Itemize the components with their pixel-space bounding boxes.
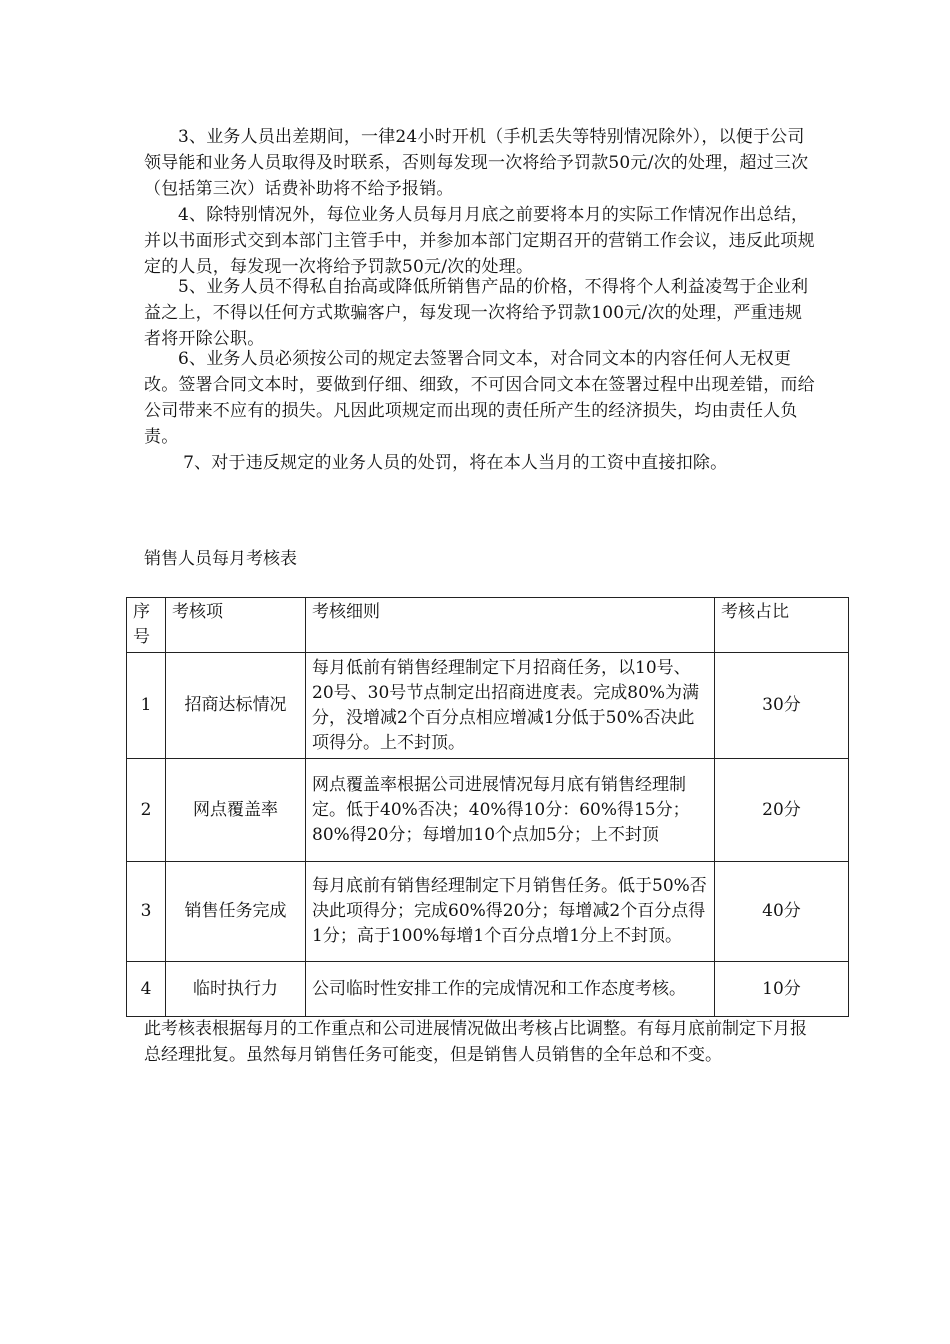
- rule-paragraph-3: 3、业务人员出差期间，一律24小时开机（手机丢失等特别情况除外），以便于公司领导能和业务人员取得及时联系，否则每发现一次将给予罚款50元/次的处理，超过三次（包括第三次）话费补助将不给予报销。: [144, 127, 809, 199]
- assessment-table: [126, 597, 849, 1017]
- table-note: 此考核表根据每月的工作重点和公司进展情况做出考核占比调整。有每月底前制定下月报总经理批复。虽然每月销售任务可能变，但是销售人员销售的全年总和不变。: [144, 1019, 807, 1065]
- table-row: [127, 653, 849, 759]
- row-item: 销售任务完成: [166, 862, 306, 962]
- header-item: 考核项: [166, 598, 306, 653]
- row-detail: 每月底前有销售经理制定下月销售任务。低于50%否决此项得分；完成60%得20分；每增减2个百分点得1分；高于100%每增1个百分点增1分上不封顶。: [306, 862, 715, 962]
- row-weight: 30分: [715, 653, 849, 759]
- table-row: [127, 759, 849, 862]
- row-no: 4: [127, 962, 166, 1017]
- row-item: 临时执行力: [166, 962, 306, 1017]
- table-header-row: [127, 598, 849, 653]
- rule-paragraph-5: 5、业务人员不得私自抬高或降低所销售产品的价格，不得将个人利益凌驾于企业利益之上，不得以任何方式欺骗客户，每发现一次将给予罚款100元/次的处理，严重违规者将开除公职。: [144, 277, 809, 349]
- rule-paragraph-6: 6、业务人员必须按公司的规定去签署合同文本，对合同文本的内容任何人无权更改。签署合同文本时，要做到仔细、细致，不可因合同文本在签署过程中出现差错，而给公司带来不应有的损失。凡因此项规定而出现的责任所产生的经济损失，均由责任人负责。: [144, 349, 815, 447]
- row-item: 网点覆盖率: [166, 759, 306, 862]
- row-no: 3: [127, 862, 166, 962]
- row-detail: 每月低前有销售经理制定下月招商任务，以10号、20号、30号节点制定出招商进度表。完成80%为满分，没增减2个百分点相应增减1分低于50%否决此项得分。上不封顶。: [306, 653, 715, 759]
- table-row: [127, 962, 849, 1017]
- rule-paragraph-4: 4、除特别情况外，每位业务人员每月月底之前要将本月的实际工作情况作出总结，并以书面形式交到本部门主管手中，并参加本部门定期召开的营销工作会议，违反此项规定的人员，每发现一次将给予罚款50元/次的处理。: [144, 205, 815, 277]
- table-row: [127, 862, 849, 962]
- row-item: 招商达标情况: [166, 653, 306, 759]
- row-weight: 40分: [715, 862, 849, 962]
- table-title: 销售人员每月考核表: [144, 549, 297, 569]
- rule-paragraph-7: 7、对于违反规定的业务人员的处罚，将在本人当月的工资中直接扣除。: [183, 453, 728, 473]
- header-weight: 考核占比: [715, 598, 849, 653]
- header-no: 序号: [127, 598, 166, 653]
- row-no: 1: [127, 653, 166, 759]
- row-detail: 网点覆盖率根据公司进展情况每月底有销售经理制定。低于40%否决；40%得10分：60%得15分；80%得20分；每增加10个点加5分；上不封顶: [306, 759, 715, 862]
- row-no: 2: [127, 759, 166, 862]
- row-weight: 20分: [715, 759, 849, 862]
- row-weight: 10分: [715, 962, 849, 1017]
- row-detail: 公司临时性安排工作的完成情况和工作态度考核。: [306, 962, 715, 1017]
- header-detail: 考核细则: [306, 598, 715, 653]
